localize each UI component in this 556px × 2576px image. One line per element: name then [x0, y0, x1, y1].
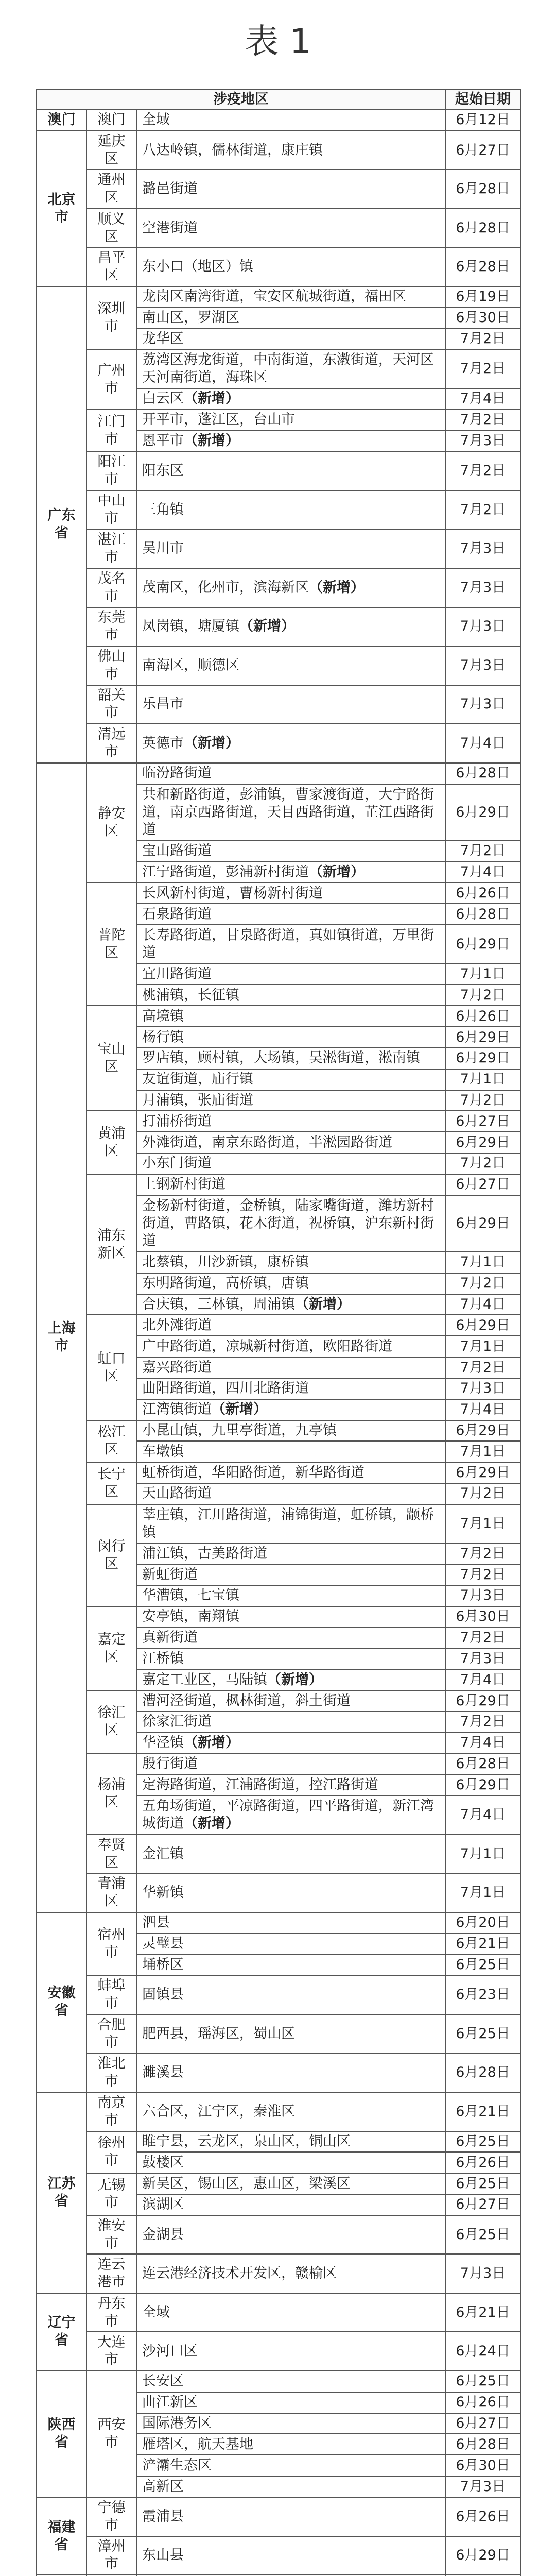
new-tag: （新增） [184, 735, 239, 751]
start-date-cell: 6月26日 [445, 2392, 520, 2413]
area-cell: 南山区，罗湖区 [136, 308, 445, 329]
epidemic-areas-table [36, 89, 521, 2576]
start-date-cell: 7月2日 [445, 451, 520, 490]
start-date-cell: 6月21日 [445, 1934, 520, 1955]
area-cell: 北蔡镇，川沙新镇，康桥镇 [136, 1252, 445, 1273]
start-date-cell: 7月3日 [445, 685, 520, 724]
start-date-cell: 6月29日 [445, 1195, 520, 1252]
city-cell: 连云港市 [86, 2254, 136, 2293]
start-date-cell: 7月2日 [445, 490, 520, 530]
start-date-cell: 7月2日 [445, 410, 520, 431]
start-date-cell: 6月29日 [445, 1027, 520, 1048]
start-date-cell: 6月28日 [445, 1754, 520, 1775]
start-date-cell: 7月3日 [445, 2476, 520, 2497]
area-cell: 宝山路街道 [136, 841, 445, 862]
area-cell: 定海路街道，江浦路街道，控江路街道 [136, 1775, 445, 1796]
area-cell: 浐灞生态区 [136, 2455, 445, 2476]
start-date-cell: 6月29日 [445, 1048, 520, 1069]
city-cell: 昌平区 [86, 247, 136, 286]
new-tag: （新增） [295, 1296, 351, 1313]
start-date-cell: 7月2日 [445, 985, 520, 1006]
area-cell: 茂南区，化州市，滨海新区（新增） [136, 568, 445, 607]
area-cell: 泗县 [136, 1912, 445, 1934]
city-cell: 中山市 [86, 490, 136, 530]
city-cell: 静安区 [86, 763, 136, 883]
province-cell: 澳门 [37, 110, 86, 131]
table-row [37, 1912, 520, 1934]
area-cell: 长风新村街道，曹杨新村街道 [136, 883, 445, 904]
start-date-cell: 6月26日 [445, 2497, 520, 2536]
city-cell: 茂名市 [86, 568, 136, 607]
area-cell: 小昆山镇，九里亭街道，九亭镇 [136, 1420, 445, 1442]
area-cell: 雁塔区，航天基地 [136, 2434, 445, 2455]
area-cell: 濉溪县 [136, 2054, 445, 2093]
start-date-cell: 7月2日 [445, 1543, 520, 1564]
area-cell: 华泾镇（新增） [136, 1733, 445, 1754]
start-date-cell: 6月27日 [445, 131, 520, 170]
start-date-cell: 7月2日 [445, 349, 520, 388]
start-date-cell: 6月28日 [445, 763, 520, 784]
table-row [37, 1754, 520, 1775]
area-cell: 真新街道 [136, 1628, 445, 1649]
city-cell: 东莞市 [86, 607, 136, 647]
start-date-cell: 6月28日 [445, 2434, 520, 2455]
table-row [37, 2131, 520, 2153]
area-cell: 东小口（地区）镇 [136, 247, 445, 286]
city-cell: 黄浦区 [86, 1111, 136, 1174]
start-date-cell: 6月25日 [445, 2173, 520, 2194]
table-row [37, 724, 520, 763]
table-row [37, 1462, 520, 1483]
start-date-cell: 6月21日 [445, 2293, 520, 2332]
new-tag: （新增） [184, 1816, 239, 1832]
start-date-cell: 7月4日 [445, 1795, 520, 1835]
city-cell: 普陀区 [86, 883, 136, 1006]
city-cell: 青浦区 [86, 1873, 136, 1912]
area-cell: 嘉定工业区，马陆镇（新增） [136, 1669, 445, 1690]
area-cell: 南海区，顺德区 [136, 646, 445, 685]
area-cell: 桃浦镇，长征镇 [136, 985, 445, 1006]
area-cell: 长寿路街道，甘泉路街道，真如镇街道，万里街道 [136, 925, 445, 964]
start-date-cell: 7月4日 [445, 1669, 520, 1690]
start-date-cell: 6月27日 [445, 2194, 520, 2215]
area-cell: 新虹街道 [136, 1564, 445, 1585]
start-date-cell: 6月20日 [445, 1912, 520, 1934]
start-date-cell: 6月27日 [445, 1111, 520, 1132]
start-date-cell: 6月29日 [445, 1775, 520, 1796]
area-cell: 友谊街道，庙行镇 [136, 1069, 445, 1090]
start-date-cell: 7月2日 [445, 329, 520, 350]
city-cell: 淮安市 [86, 2215, 136, 2255]
start-date-cell: 6月26日 [445, 1006, 520, 1027]
new-tag: （新增） [239, 618, 295, 635]
area-cell: 罗店镇，顾村镇，大场镇，吴淞街道，淞南镇 [136, 1048, 445, 1069]
area-cell: 江湾镇街道（新增） [136, 1399, 445, 1420]
start-date-cell: 7月1日 [445, 1336, 520, 1357]
province-cell: 福建省 [37, 2497, 86, 2575]
table-row [37, 170, 520, 209]
start-date-cell: 7月3日 [445, 1378, 520, 1399]
date-header: 起始日期 [445, 89, 520, 110]
table-row [37, 530, 520, 569]
start-date-cell: 6月26日 [445, 883, 520, 904]
table-row [37, 110, 520, 131]
city-cell: 丹东市 [86, 2293, 136, 2332]
area-cell: 徐家汇街道 [136, 1711, 445, 1733]
province-cell: 北京市 [37, 131, 86, 286]
table-row [37, 2215, 520, 2255]
city-cell: 杨浦区 [86, 1754, 136, 1835]
area-cell: 上钢新村街道 [136, 1174, 445, 1195]
area-cell: 三角镇 [136, 490, 445, 530]
province-cell: 上海市 [37, 763, 86, 1912]
new-tag: （新增） [267, 1671, 323, 1688]
city-cell: 宿州市 [86, 1912, 136, 1975]
area-cell: 滨湖区 [136, 2194, 445, 2215]
new-tag: （新增） [184, 433, 239, 449]
area-cell: 全域 [136, 110, 445, 131]
table-row [37, 2536, 520, 2575]
table-row [37, 1174, 520, 1195]
city-cell: 合肥市 [86, 2014, 136, 2054]
city-cell: 顺义区 [86, 209, 136, 248]
area-cell: 新吴区，锡山区，惠山区，梁溪区 [136, 2173, 445, 2194]
start-date-cell: 7月1日 [445, 1835, 520, 1874]
area-cell: 莘庄镇，江川路街道，浦锦街道，虹桥镇，颛桥镇 [136, 1504, 445, 1544]
area-cell: 六合区，江宁区，秦淮区 [136, 2092, 445, 2131]
start-date-cell: 6月26日 [445, 2152, 520, 2173]
area-cell: 华漕镇，七宝镇 [136, 1585, 445, 1606]
table-row [37, 247, 520, 286]
table-row [37, 685, 520, 724]
area-cell: 北外滩街道 [136, 1315, 445, 1336]
start-date-cell: 7月1日 [445, 1252, 520, 1273]
area-cell: 杨行镇 [136, 1027, 445, 1048]
start-date-cell: 6月27日 [445, 2413, 520, 2434]
area-cell: 天山路街道 [136, 1483, 445, 1504]
table-row [37, 763, 520, 784]
start-date-cell: 6月30日 [445, 308, 520, 329]
area-cell: 睢宁县，云龙区，泉山区，铜山区 [136, 2131, 445, 2153]
area-cell: 安亭镇，南翔镇 [136, 1606, 445, 1628]
city-cell: 奉贤区 [86, 1835, 136, 1874]
area-cell: 临汾路街道 [136, 763, 445, 784]
city-cell: 佛山市 [86, 646, 136, 685]
area-cell: 车墩镇 [136, 1441, 445, 1462]
start-date-cell: 6月27日 [445, 1174, 520, 1195]
area-cell: 龙岗区南湾街道，宝安区航城街道，福田区 [136, 286, 445, 308]
start-date-cell: 6月25日 [445, 2131, 520, 2153]
start-date-cell: 6月28日 [445, 904, 520, 925]
area-cell: 东明路街道，高桥镇，唐镇 [136, 1273, 445, 1294]
start-date-cell: 6月29日 [445, 1315, 520, 1336]
table-row [37, 349, 520, 388]
table-row [37, 1873, 520, 1912]
area-cell: 打浦桥街道 [136, 1111, 445, 1132]
province-cell: 安徽省 [37, 1912, 86, 2092]
city-cell: 蚌埠市 [86, 1975, 136, 2014]
city-cell: 湛江市 [86, 530, 136, 569]
city-cell: 徐汇区 [86, 1690, 136, 1753]
province-cell: 广东省 [37, 286, 86, 763]
area-cell: 霞浦县 [136, 2497, 445, 2536]
area-cell: 潞邑街道 [136, 170, 445, 209]
city-cell: 大连市 [86, 2332, 136, 2371]
start-date-cell: 6月24日 [445, 2332, 520, 2371]
area-cell: 全域 [136, 2293, 445, 2332]
start-date-cell: 6月30日 [445, 2455, 520, 2476]
table-row [37, 490, 520, 530]
start-date-cell: 7月1日 [445, 964, 520, 985]
start-date-cell: 7月1日 [445, 1441, 520, 1462]
table-row [37, 131, 520, 170]
city-cell: 延庆区 [86, 131, 136, 170]
start-date-cell: 7月3日 [445, 646, 520, 685]
area-cell: 固镇县 [136, 1975, 445, 2014]
area-cell: 长安区 [136, 2371, 445, 2392]
start-date-cell: 6月12日 [445, 110, 520, 131]
area-cell: 五角场街道，平凉路街道，四平路街道，新江湾城街道（新增） [136, 1795, 445, 1835]
table-row [37, 1975, 520, 2014]
city-cell: 淮北市 [86, 2054, 136, 2093]
area-cell: 埇桥区 [136, 1955, 445, 1976]
area-cell: 石泉路街道 [136, 904, 445, 925]
area-cell: 华新镇 [136, 1873, 445, 1912]
table-header-row [37, 89, 520, 110]
table-row [37, 451, 520, 490]
area-cell: 虹桥街道，华阳路街道，新华路街道 [136, 1462, 445, 1483]
start-date-cell: 6月21日 [445, 2092, 520, 2131]
city-cell: 浦东新区 [86, 1174, 136, 1315]
table-title: 表 1 [245, 22, 311, 61]
area-cell: 英德市（新增） [136, 724, 445, 763]
city-cell: 虹口区 [86, 1315, 136, 1420]
table-row [37, 2371, 520, 2392]
start-date-cell: 7月3日 [445, 2254, 520, 2293]
city-cell: 通州区 [86, 170, 136, 209]
area-cell: 高新区 [136, 2476, 445, 2497]
area-cell: 江宁路街道，彭浦新村街道（新增） [136, 862, 445, 883]
start-date-cell: 7月2日 [445, 1483, 520, 1504]
table-row [37, 1835, 520, 1874]
table-row [37, 1690, 520, 1711]
new-tag: （新增） [309, 864, 364, 880]
city-cell: 深圳市 [86, 286, 136, 349]
area-cell: 吴川市 [136, 530, 445, 569]
table-row [37, 1111, 520, 1132]
area-cell: 空港街道 [136, 209, 445, 248]
city-cell: 广州市 [86, 349, 136, 409]
start-date-cell: 7月4日 [445, 1733, 520, 1754]
area-cell: 嘉兴路街道 [136, 1357, 445, 1378]
area-cell: 宜川路街道 [136, 964, 445, 985]
table-row [37, 646, 520, 685]
table-row [37, 568, 520, 607]
table-row [37, 1504, 520, 1544]
region-header: 涉疫地区 [37, 89, 445, 110]
area-cell: 金汇镇 [136, 1835, 445, 1874]
start-date-cell: 6月28日 [445, 170, 520, 209]
city-cell: 西安市 [86, 2371, 136, 2497]
start-date-cell: 6月28日 [445, 2054, 520, 2093]
new-tag: （新增） [309, 579, 364, 596]
area-cell: 殷行街道 [136, 1754, 445, 1775]
area-cell: 金湖县 [136, 2215, 445, 2255]
start-date-cell: 7月2日 [445, 1628, 520, 1649]
area-cell: 曲阳路街道，四川北路街道 [136, 1378, 445, 1399]
start-date-cell: 7月2日 [445, 1153, 520, 1174]
table-row [37, 883, 520, 904]
start-date-cell: 7月3日 [445, 1649, 520, 1670]
area-cell: 开平市，蓬江区，台山市 [136, 410, 445, 431]
start-date-cell: 7月4日 [445, 388, 520, 410]
start-date-cell: 7月2日 [445, 1711, 520, 1733]
area-cell: 阳东区 [136, 451, 445, 490]
city-cell: 澳门 [86, 110, 136, 131]
city-cell: 南京市 [86, 2092, 136, 2131]
table-row [37, 1315, 520, 1336]
city-cell: 阳江市 [86, 451, 136, 490]
city-cell: 无锡市 [86, 2173, 136, 2215]
start-date-cell: 6月29日 [445, 1132, 520, 1153]
start-date-cell: 7月4日 [445, 724, 520, 763]
table-row [37, 2173, 520, 2194]
start-date-cell: 7月2日 [445, 1357, 520, 1378]
start-date-cell: 7月1日 [445, 1069, 520, 1090]
start-date-cell: 6月29日 [445, 925, 520, 964]
area-cell: 龙华区 [136, 329, 445, 350]
area-cell: 恩平市（新增） [136, 431, 445, 452]
area-cell: 江桥镇 [136, 1649, 445, 1670]
area-cell: 连云港经济技术开发区，赣榆区 [136, 2254, 445, 2293]
table-row [37, 1006, 520, 1027]
area-cell: 小东门街道 [136, 1153, 445, 1174]
area-cell: 沙河口区 [136, 2332, 445, 2371]
table-row [37, 607, 520, 647]
city-cell: 长宁区 [86, 1462, 136, 1504]
start-date-cell: 7月2日 [445, 841, 520, 862]
start-date-cell: 6月28日 [445, 209, 520, 248]
start-date-cell: 7月2日 [445, 1090, 520, 1111]
area-cell: 外滩街道，南京东路街道，半淞园路街道 [136, 1132, 445, 1153]
area-cell: 国际港务区 [136, 2413, 445, 2434]
city-cell: 闵行区 [86, 1504, 136, 1606]
area-cell: 乐昌市 [136, 685, 445, 724]
area-cell: 广中路街道，凉城新村街道，欧阳路街道 [136, 1336, 445, 1357]
start-date-cell: 6月29日 [445, 784, 520, 841]
table-row [37, 2054, 520, 2093]
start-date-cell: 7月3日 [445, 1585, 520, 1606]
table-row [37, 209, 520, 248]
province-cell: 陕西省 [37, 2371, 86, 2497]
area-cell: 肥西县，瑶海区，蜀山区 [136, 2014, 445, 2054]
start-date-cell: 7月2日 [445, 1564, 520, 1585]
start-date-cell: 6月29日 [445, 1420, 520, 1442]
start-date-cell: 7月4日 [445, 1294, 520, 1315]
start-date-cell: 6月28日 [445, 247, 520, 286]
start-date-cell: 6月25日 [445, 2014, 520, 2054]
table-row [37, 2254, 520, 2293]
new-tag: （新增） [184, 1735, 239, 1751]
city-cell: 宁德市 [86, 2497, 136, 2536]
start-date-cell: 7月4日 [445, 862, 520, 883]
start-date-cell: 6月25日 [445, 1955, 520, 1976]
table-row [37, 2014, 520, 2054]
start-date-cell: 6月29日 [445, 1690, 520, 1711]
city-cell: 嘉定区 [86, 1606, 136, 1690]
start-date-cell: 7月2日 [445, 1273, 520, 1294]
city-cell: 宝山区 [86, 1006, 136, 1111]
new-tag: （新增） [184, 391, 239, 407]
table-row [37, 2293, 520, 2332]
start-date-cell: 7月1日 [445, 1504, 520, 1544]
province-cell: 江苏省 [37, 2092, 86, 2293]
start-date-cell: 7月3日 [445, 568, 520, 607]
start-date-cell: 7月1日 [445, 1873, 520, 1912]
new-tag: （新增） [212, 1401, 267, 1418]
area-cell: 东山县 [136, 2536, 445, 2575]
table-row [37, 2332, 520, 2371]
area-cell: 金杨新村街道，金桥镇，陆家嘴街道，潍坊新村街道，曹路镇，花木街道，祝桥镇，沪东新村街道 [136, 1195, 445, 1252]
city-cell: 徐州市 [86, 2131, 136, 2174]
table-row [37, 1606, 520, 1628]
table-row [37, 2092, 520, 2131]
start-date-cell: 6月25日 [445, 2215, 520, 2255]
start-date-cell: 6月30日 [445, 1606, 520, 1628]
table-row [37, 410, 520, 431]
start-date-cell: 6月29日 [445, 2536, 520, 2575]
area-cell: 合庆镇，三林镇，周浦镇（新增） [136, 1294, 445, 1315]
start-date-cell: 6月23日 [445, 1975, 520, 2014]
area-cell: 曲江新区 [136, 2392, 445, 2413]
city-cell: 松江区 [86, 1420, 136, 1463]
area-cell: 灵璧县 [136, 1934, 445, 1955]
table-row [37, 286, 520, 308]
city-cell: 韶关市 [86, 685, 136, 724]
table-row [37, 2497, 520, 2536]
area-cell: 高境镇 [136, 1006, 445, 1027]
table-row [37, 1420, 520, 1442]
area-cell: 共和新路街道，彭浦镇，曹家渡街道，大宁路街道，南京西路街道，天目西路街道，芷江西路街道 [136, 784, 445, 841]
start-date-cell: 6月25日 [445, 2371, 520, 2392]
area-cell: 荔湾区海龙街道，中南街道，东漖街道，天河区天河南街道，海珠区 [136, 349, 445, 388]
area-cell: 月浦镇，张庙街道 [136, 1090, 445, 1111]
start-date-cell: 6月19日 [445, 286, 520, 308]
province-cell: 辽宁省 [37, 2293, 86, 2371]
area-cell: 浦江镇，古美路街道 [136, 1543, 445, 1564]
area-cell: 凤岗镇，塘厦镇（新增） [136, 607, 445, 647]
area-cell: 白云区（新增） [136, 388, 445, 410]
city-cell: 江门市 [86, 410, 136, 452]
start-date-cell: 7月3日 [445, 530, 520, 569]
area-cell: 八达岭镇，儒林街道，康庄镇 [136, 131, 445, 170]
start-date-cell: 7月3日 [445, 607, 520, 647]
city-cell: 清远市 [86, 724, 136, 763]
area-cell: 漕河泾街道，枫林街道，斜土街道 [136, 1690, 445, 1711]
start-date-cell: 6月29日 [445, 1462, 520, 1483]
start-date-cell: 7月4日 [445, 1399, 520, 1420]
city-cell: 漳州市 [86, 2536, 136, 2575]
start-date-cell: 7月3日 [445, 431, 520, 452]
area-cell: 鼓楼区 [136, 2152, 445, 2173]
